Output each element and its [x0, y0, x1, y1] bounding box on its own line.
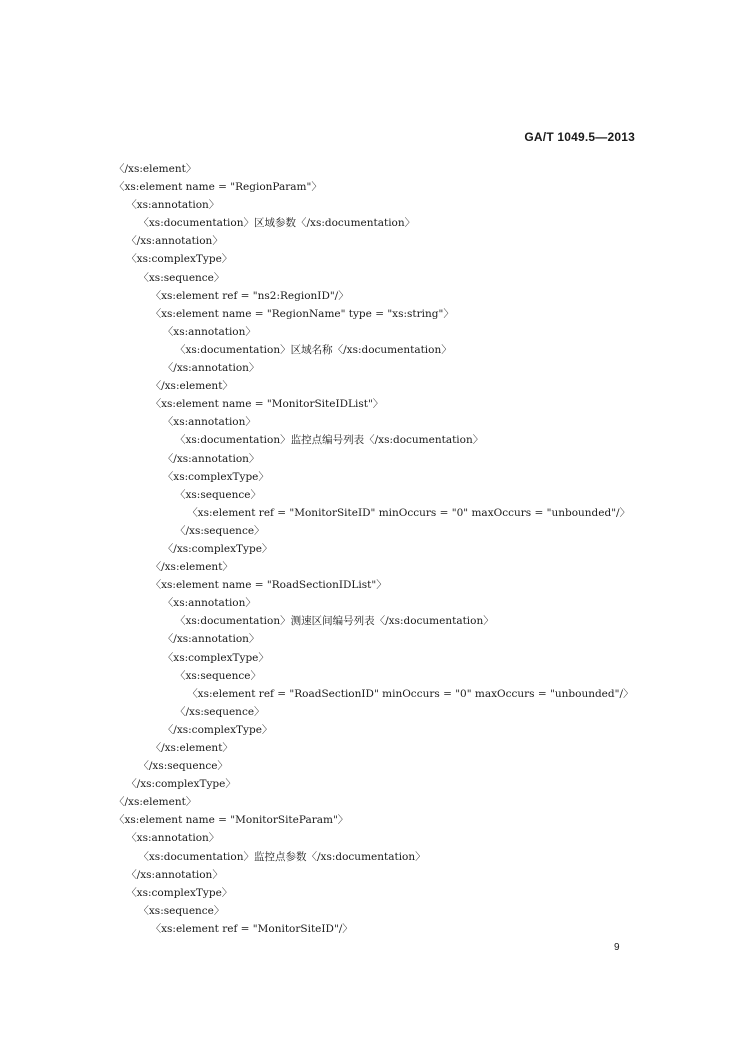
code-line: 〈/xs:annotation〉: [162, 633, 260, 646]
code-line: 〈xs:complexType〉: [162, 651, 269, 664]
code-line: 〈/xs:element〉: [150, 742, 233, 754]
code-line: 〈xs:documentation〉测速区间编号列表〈/xs:documentation〉: [175, 615, 494, 628]
page-number: 9: [614, 942, 620, 953]
code-line: 〈xs:element name = "MonitorSiteIDList"〉: [150, 398, 384, 411]
code-line: 〈xs:annotation〉: [162, 325, 256, 338]
xml-schema-code-block: [114, 160, 714, 938]
code-line: 〈xs:documentation〉区域名称〈/xs:documentation〉: [175, 343, 452, 356]
code-line: 〈/xs:complexType〉: [162, 723, 273, 736]
code-line: 〈xs:annotation〉: [162, 416, 256, 429]
code-line: 〈xs:annotation〉: [126, 199, 220, 212]
code-line: 〈xs:complexType〉: [126, 886, 233, 899]
page-header-standard-number: GA/T 1049.5—2013: [524, 130, 635, 144]
code-line: 〈/xs:element〉: [150, 380, 233, 393]
code-line: 〈/xs:sequence〉: [138, 760, 228, 773]
code-line: 〈/xs:annotation〉: [126, 235, 223, 248]
code-line: 〈/xs:complexType〉: [126, 778, 236, 791]
code-line: 〈xs:complexType〉: [126, 253, 233, 266]
code-line: 〈xs:sequence〉: [138, 271, 225, 284]
code-line: 〈/xs:annotation〉: [162, 452, 260, 465]
code-line: 〈xs:sequence〉: [175, 488, 262, 501]
code-line: 〈/xs:sequence〉: [175, 705, 265, 718]
code-line: 〈xs:documentation〉区域参数〈/xs:documentation〉: [138, 217, 416, 230]
code-line: 〈xs:element name = "RegionParam"〉: [114, 181, 322, 194]
code-line: 〈xs:element ref = "MonitorSiteID"/〉: [150, 922, 353, 935]
code-line: 〈xs:annotation〉: [126, 832, 220, 845]
code-line: 〈/xs:annotation〉: [162, 362, 260, 375]
code-line: 〈/xs:sequence〉: [175, 524, 265, 537]
code-line: 〈xs:documentation〉监控点参数〈/xs:documentation〉: [138, 850, 426, 863]
code-line: 〈xs:documentation〉监控点编号列表〈/xs:documentation〉: [175, 434, 484, 447]
code-line: 〈xs:element name = "RegionName" type = "xs:string"〉: [150, 307, 454, 320]
code-line: 〈xs:element name = "RoadSectionIDList"〉: [150, 579, 387, 592]
code-line: 〈xs:complexType〉: [162, 470, 269, 483]
code-line: 〈xs:annotation〉: [162, 597, 256, 610]
code-line: 〈/xs:complexType〉: [162, 542, 273, 555]
code-line: 〈/xs:element〉: [114, 163, 197, 175]
code-line: 〈xs:element ref = "ns2:RegionID"/〉: [150, 289, 349, 302]
code-line: 〈/xs:element〉: [114, 796, 197, 809]
code-line: 〈xs:element ref = "RoadSectionID" minOccurs = "0" maxOccurs = "unbounded"/〉: [187, 687, 634, 700]
code-line: 〈xs:element name = "MonitorSiteParam"〉: [114, 814, 349, 827]
code-line: 〈/xs:annotation〉: [126, 868, 223, 881]
code-line: 〈xs:sequence〉: [138, 904, 225, 917]
code-line: 〈/xs:element〉: [150, 561, 233, 574]
code-line: 〈xs:element ref = "MonitorSiteID" minOccurs = "0" maxOccurs = "unbounded"/〉: [187, 506, 631, 519]
code-line: 〈xs:sequence〉: [175, 669, 262, 682]
